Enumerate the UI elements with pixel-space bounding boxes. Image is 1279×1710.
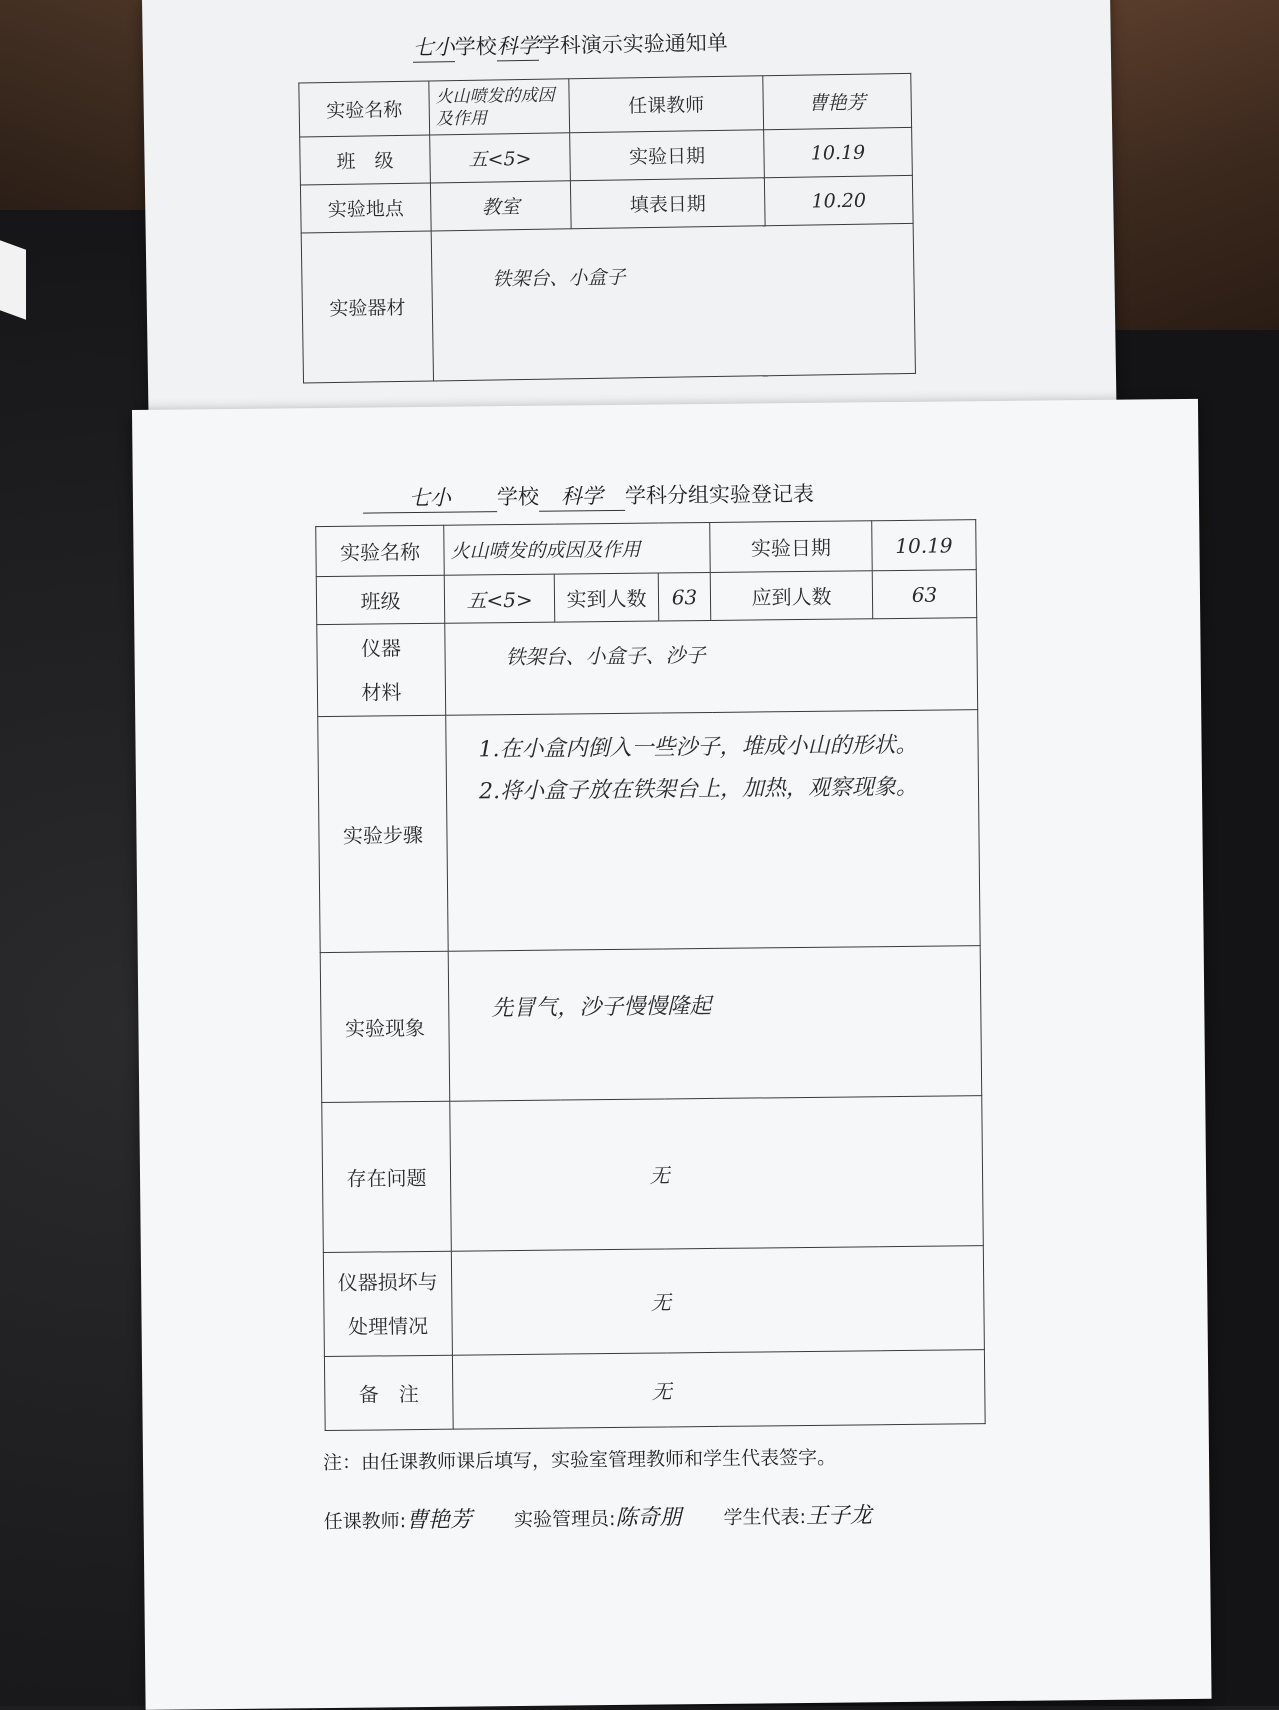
register-exp-name-value: 火山喷发的成因及作用 [444,522,711,575]
register-instrument-value: 铁架台、小盒子、沙子 [445,618,978,716]
register-class-label: 班级 [316,575,444,624]
notice-teacher-value: 曹艳芳 [763,73,912,129]
notice-subject: 科学 [497,30,539,62]
register-step-2: 2.将小盒子放在铁架台上，加热，观察现象。 [478,774,919,805]
register-note: 注：由任课教师课后填写，实验室管理教师和学生代表签字。 [322,1446,837,1475]
notice-title-rest: 学科演示实验通知单 [538,30,728,58]
register-damage-value: 无 [451,1246,984,1356]
register-problems-value: 无 [450,1096,984,1252]
register-remarks-value: 无 [452,1350,985,1430]
notice-school: 七小 [413,31,455,63]
sig-admin-label: 实验管理员: [513,1507,616,1532]
register-signatures [323,1498,908,1535]
register-exp-name-label: 实验名称 [316,525,445,576]
register-phenomenon-value: 先冒气，沙子慢慢隆起 [448,946,982,1102]
sig-student-value: 王子龙 [805,1503,873,1530]
sig-student-label: 学生代表: [723,1506,807,1529]
register-exp-date-value: 10.19 [872,520,977,571]
register-exp-date-label: 实验日期 [710,521,873,573]
notice-equip-label: 实验器材 [301,231,433,383]
notice-school-suffix: 学校 [454,34,497,60]
register-expected-label: 应到人数 [710,571,872,621]
group-experiment-sheet [132,399,1212,1710]
register-damage-label-1: 仪器损坏与 [337,1269,438,1295]
sig-teacher-value: 曹艳芳 [405,1507,473,1534]
register-class-value: 五<5> [444,574,554,623]
notice-table [298,73,916,384]
notice-exp-name-value: 火山喷发的成因及作用 [429,79,570,135]
register-actual-value: 63 [658,572,710,621]
notice-fill-date-value: 10.20 [764,175,913,225]
notice-class-value: 五<5> [430,133,571,183]
notice-exp-date-value: 10.19 [764,127,913,177]
register-school: 七小 [363,481,497,513]
demo-notice-sheet [142,0,1116,420]
notice-exp-name-label: 实验名称 [299,81,430,137]
register-expected-value: 63 [872,570,976,619]
register-school-suffix: 学校 [496,484,540,510]
wooden-surface [1110,0,1279,330]
register-problems-label: 存在问题 [322,1101,452,1252]
register-damage-label-2: 处理情况 [347,1313,429,1339]
register-step-1: 1.在小盒内倒入一些沙子，堆成小山的形状。 [478,732,918,763]
register-instrument-label-1: 仪器 [360,635,402,661]
register-table [315,519,985,1431]
register-title-rest: 学科分组实验登记表 [624,481,815,508]
register-phenomenon-label: 实验现象 [320,951,450,1102]
register-title [363,478,814,514]
notice-exp-date-label: 实验日期 [570,130,765,181]
register-actual-label: 实到人数 [554,573,658,622]
notice-title [413,27,728,63]
notice-equip-value: 铁架台、小盒子 [431,223,915,381]
register-damage-label [323,1251,452,1356]
notice-place-label: 实验地点 [300,183,431,233]
register-remarks-label: 备 注 [324,1355,453,1430]
register-steps-label: 实验步骤 [318,715,448,952]
notice-place-value: 教室 [430,181,571,231]
sig-teacher-label: 任课教师: [323,1510,407,1534]
paper-scrap [0,240,26,319]
sig-admin-value: 陈奇朋 [615,1505,682,1531]
notice-fill-date-label: 填表日期 [570,178,765,229]
register-instrument-label-2: 材料 [361,679,402,705]
register-instrument-label [317,623,446,716]
wooden-surface-left [0,0,150,210]
register-steps-value [446,710,980,952]
register-subject: 科学 [539,480,625,512]
notice-teacher-label: 任课教师 [569,76,764,133]
notice-class-label: 班 级 [300,135,431,185]
